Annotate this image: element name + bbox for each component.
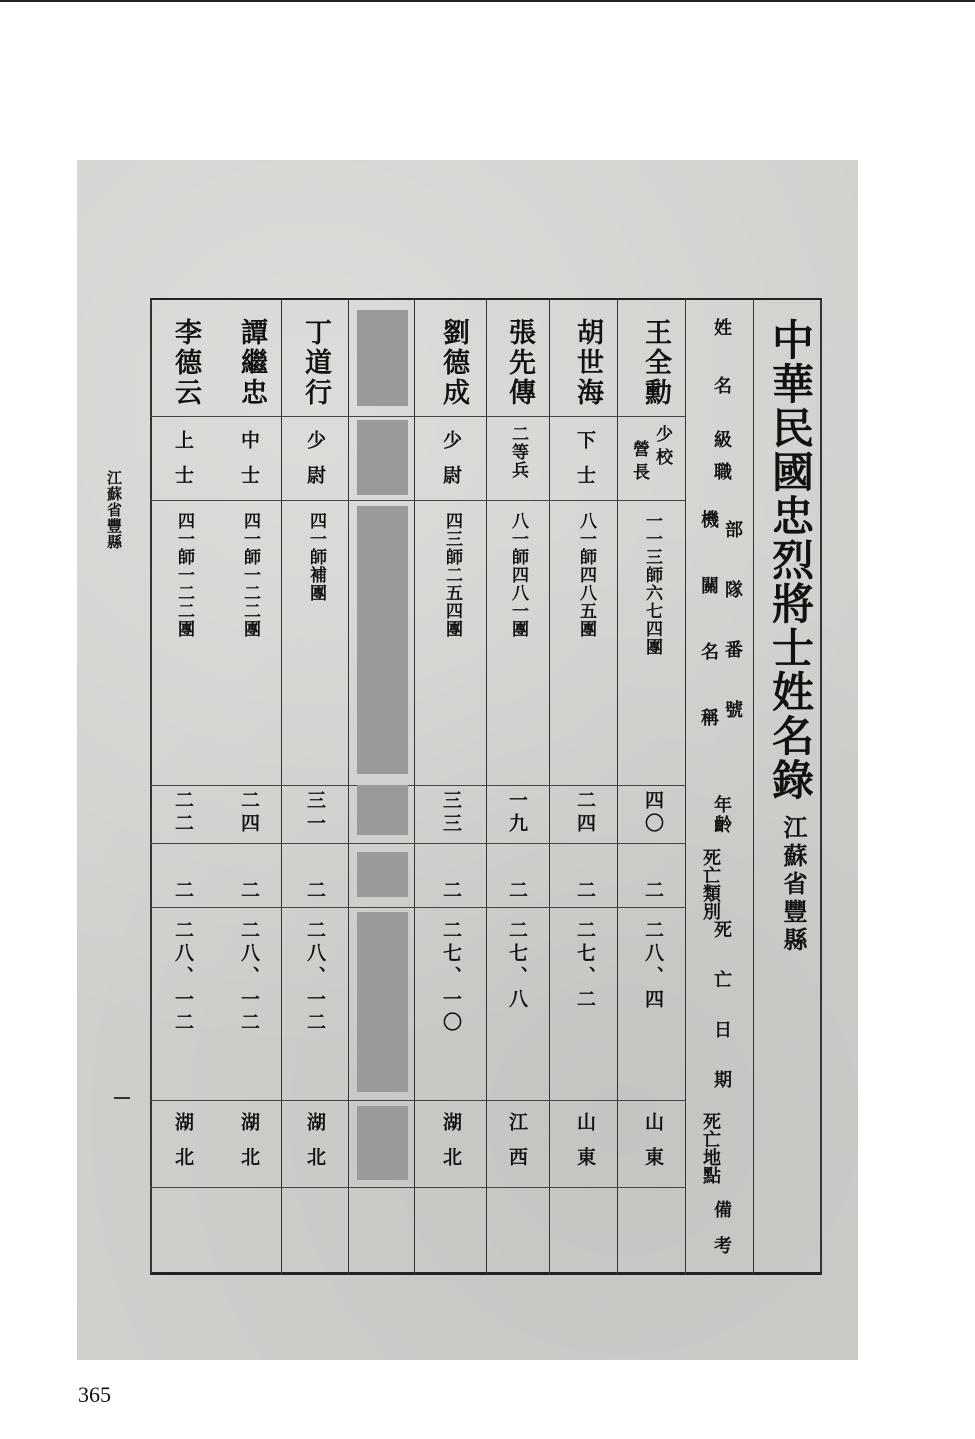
header-death-type: 死亡類別 (700, 848, 721, 920)
record-death-type: 二 (172, 880, 194, 903)
redacted-block (357, 785, 408, 835)
record-name: 劉德成 (438, 318, 469, 408)
record-name: 譚繼忠 (236, 318, 267, 408)
record-unit: 四三師二五四團 (442, 512, 462, 638)
record-name: 丁道行 (300, 318, 331, 408)
record-death-date: 二七、二 (574, 920, 596, 1012)
record-death-date: 二七、八 (506, 920, 528, 1012)
record-rank: 少尉 (440, 430, 462, 500)
row-divider (150, 843, 686, 844)
record-age: 二二 (172, 790, 194, 836)
record-death-type: 二 (440, 880, 462, 903)
header-age: 年齡 (711, 795, 732, 835)
record-death-place: 山東 (574, 1112, 596, 1182)
record-rank: 中士 (238, 430, 260, 500)
record-rank: 少校 (652, 425, 672, 471)
record-death-type: 二 (238, 880, 260, 903)
record-death-place: 湖北 (172, 1112, 194, 1182)
record-death-place: 湖北 (304, 1112, 326, 1182)
record-name: 李德云 (170, 318, 201, 408)
redacted-block (357, 912, 408, 1092)
record-name: 胡世海 (572, 318, 603, 408)
redacted-block (357, 852, 408, 897)
record-death-type: 二 (506, 880, 528, 903)
record-rank: 上士 (172, 430, 194, 500)
record-rank: 下士 (574, 430, 596, 500)
record-age: 二四 (238, 790, 260, 836)
row-divider (150, 500, 686, 501)
record-rank: 二等兵 (508, 425, 528, 479)
row-divider (150, 416, 686, 417)
row-divider (150, 1100, 686, 1101)
header-rank: 級職 (711, 430, 732, 494)
record-age: 二四 (574, 790, 596, 836)
side-mark (114, 1097, 130, 1099)
page-title: 中華民國忠烈將士姓名錄 (766, 318, 815, 802)
record-death-date: 二八、一二 (172, 920, 194, 1035)
record-death-place: 江西 (506, 1112, 528, 1182)
redacted-block (357, 420, 408, 495)
record-rank: 營長 (629, 440, 649, 486)
header-death-date: 死亡日期 (711, 920, 732, 1120)
record-death-place: 湖北 (440, 1112, 462, 1182)
record-death-type: 二 (304, 880, 326, 903)
record-unit: 四一師一二二團 (240, 512, 260, 638)
record-age: 三一 (304, 790, 326, 836)
header-name: 姓名 (711, 318, 732, 434)
record-age: 四〇 (642, 790, 664, 836)
record-death-type: 二 (574, 880, 596, 903)
record-name: 王全勳 (640, 318, 671, 408)
redacted-block (357, 310, 408, 406)
page-subtitle: 江蘇省豐縣 (779, 815, 808, 955)
row-divider (150, 785, 686, 786)
header-remarks: 備考 (711, 1200, 732, 1272)
record-unit: 四一師一二二團 (174, 512, 194, 638)
page-number: 365 (78, 1382, 111, 1407)
header-death-place: 死亡地點 (700, 1112, 721, 1184)
record-unit: 八一師四八五團 (576, 512, 596, 638)
record-death-place: 山東 (642, 1112, 664, 1182)
record-death-date: 二八、一二 (304, 920, 326, 1035)
record-name: 張先傳 (504, 318, 535, 408)
record-unit: 四一師補團 (306, 512, 326, 602)
record-death-date: 二八、四 (642, 920, 664, 1012)
record-age: 一九 (506, 790, 528, 836)
header-unit-b: 機關名稱 (698, 510, 719, 774)
record-unit: 一一三師六七四團 (642, 512, 662, 656)
record-death-type: 二 (642, 880, 664, 903)
redacted-block (357, 506, 408, 774)
record-death-date: 二七、一〇 (440, 920, 462, 1035)
record-death-date: 二八、一二 (238, 920, 260, 1035)
row-divider (150, 1187, 686, 1188)
side-county-label: 江蘇省豐縣 (105, 470, 123, 550)
redacted-block (357, 1106, 408, 1180)
header-unit-a: 部隊番號 (722, 520, 743, 760)
record-unit: 八一師四八一團 (508, 512, 528, 638)
row-divider (150, 907, 686, 908)
record-death-place: 湖北 (238, 1112, 260, 1182)
record-age: 三三 (440, 790, 462, 836)
record-rank: 少尉 (304, 430, 326, 500)
top-rule (0, 0, 975, 2)
